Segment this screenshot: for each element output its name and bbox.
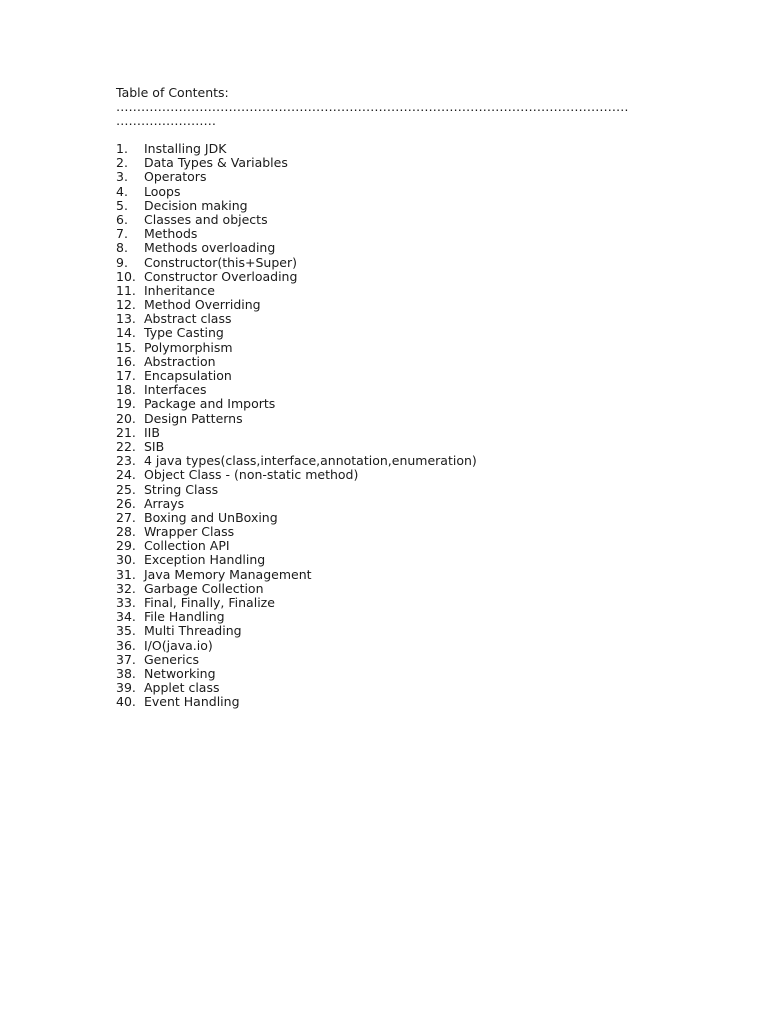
toc-item-label: String Class (144, 481, 219, 497)
toc-item (116, 284, 676, 298)
toc-item-label: SIB (144, 438, 165, 454)
toc-list (116, 142, 676, 710)
toc-item (116, 568, 676, 582)
toc-item-number: 2. (116, 155, 128, 171)
toc-item (116, 142, 676, 156)
toc-item-label: Collection API (144, 538, 230, 554)
toc-item-label: Generics (144, 651, 199, 667)
dotted-separator-continuation: …………………… (116, 114, 216, 128)
toc-item-label: Applet class (144, 680, 220, 696)
toc-item (116, 412, 676, 426)
toc-item (116, 539, 676, 553)
toc-item-label: Type Casting (144, 325, 224, 341)
toc-item (116, 511, 676, 525)
toc-item-number: 8. (116, 240, 128, 256)
toc-item (116, 170, 676, 184)
toc-item (116, 483, 676, 497)
toc-item-number: 12. (116, 297, 136, 313)
toc-item-number: 27. (116, 509, 136, 525)
toc-item (116, 681, 676, 695)
toc-item (116, 497, 676, 511)
toc-item-label: File Handling (144, 609, 225, 625)
toc-item-label: Boxing and UnBoxing (144, 509, 278, 525)
toc-item (116, 667, 676, 681)
toc-item-label: Object Class - (non-static method) (144, 467, 359, 483)
toc-item (116, 624, 676, 638)
toc-item-label: Polymorphism (144, 339, 233, 355)
toc-item-number: 25. (116, 481, 136, 497)
toc-item-label: Exception Handling (144, 552, 266, 568)
toc-item (116, 270, 676, 284)
toc-item (116, 369, 676, 383)
toc-item-number: 20. (116, 410, 136, 426)
toc-title: Table of Contents: (116, 85, 229, 100)
toc-item-label: 4 java types(class,interface,annotation,enumeration) (144, 453, 477, 469)
toc-item (116, 355, 676, 369)
toc-item-number: 21. (116, 424, 136, 440)
toc-item-number: 35. (116, 623, 136, 639)
toc-item-number: 3. (116, 169, 128, 185)
document-page (116, 85, 676, 710)
toc-item (116, 639, 676, 653)
toc-item-number: 40. (116, 694, 136, 710)
toc-item-label: Methods (144, 226, 198, 242)
toc-item-label: Package and Imports (144, 396, 276, 412)
toc-item-number: 18. (116, 382, 136, 398)
toc-item-number: 32. (116, 580, 136, 596)
toc-item-number: 24. (116, 467, 136, 483)
toc-item (116, 440, 676, 454)
toc-item-number: 23. (116, 453, 136, 469)
toc-item-number: 7. (116, 226, 128, 242)
toc-item-number: 22. (116, 438, 136, 454)
toc-item-label: Final, Finally, Finalize (144, 595, 275, 610)
toc-item (116, 156, 676, 170)
toc-item (116, 653, 676, 667)
toc-item-number: 28. (116, 524, 136, 540)
toc-item-number: 26. (116, 495, 136, 511)
toc-item (116, 525, 676, 539)
toc-item (116, 185, 676, 199)
toc-item (116, 383, 676, 397)
toc-item (116, 426, 676, 440)
toc-item-label: Java Memory Management (144, 566, 312, 582)
toc-item-label: Interfaces (144, 382, 207, 398)
toc-item-number: 16. (116, 353, 136, 369)
toc-item-label: Classes and objects (144, 211, 268, 227)
toc-item-label: Inheritance (144, 282, 215, 298)
toc-item-number: 6. (116, 211, 128, 227)
toc-item-label: Networking (144, 665, 216, 681)
toc-item (116, 596, 676, 610)
toc-item-label: Method Overriding (144, 297, 261, 313)
toc-item-label: Wrapper Class (144, 524, 235, 540)
toc-item (116, 213, 676, 227)
toc-item-label: Event Handling (144, 694, 240, 710)
toc-item (116, 454, 676, 468)
toc-item (116, 227, 676, 241)
toc-item-label: Abstraction (144, 353, 216, 369)
toc-item-number: 38. (116, 665, 136, 681)
toc-item-label: Constructor Overloading (144, 268, 298, 284)
toc-item-number: 13. (116, 311, 136, 327)
toc-item-label: Constructor(this+Super) (144, 254, 297, 270)
toc-item-number: 19. (116, 396, 136, 412)
toc-item (116, 326, 676, 340)
toc-item-label: Multi Threading (144, 623, 242, 639)
toc-item-label: Decision making (144, 197, 248, 213)
toc-item (116, 610, 676, 624)
toc-item-label: IIB (144, 424, 160, 440)
toc-item (116, 312, 676, 326)
toc-item (116, 695, 676, 709)
toc-item-number: 30. (116, 552, 136, 568)
toc-item-label: Garbage Collection (144, 580, 264, 596)
toc-item-label: Loops (144, 183, 181, 199)
toc-item-number: 15. (116, 339, 136, 355)
toc-item-label: Abstract class (144, 311, 232, 327)
toc-item-number: 31. (116, 566, 136, 582)
toc-item-label: I/O(java.io) (144, 637, 213, 653)
toc-item (116, 397, 676, 411)
toc-item-label: Methods overloading (144, 240, 276, 256)
toc-item-number: 17. (116, 368, 136, 383)
toc-item-number: 9. (116, 254, 128, 270)
toc-item-label: Installing JDK (144, 141, 227, 156)
toc-item-label: Design Patterns (144, 410, 243, 426)
toc-item-number: 1. (116, 141, 128, 156)
toc-item (116, 582, 676, 596)
toc-item-number: 11. (116, 282, 136, 298)
toc-item (116, 199, 676, 213)
toc-item-label: Data Types & Variables (144, 155, 288, 171)
toc-item-number: 14. (116, 325, 136, 341)
toc-item-number: 10. (116, 268, 136, 284)
toc-item-number: 5. (116, 197, 128, 213)
toc-item-label: Operators (144, 169, 207, 185)
toc-item-number: 34. (116, 609, 136, 625)
toc-item (116, 468, 676, 482)
toc-item-number: 37. (116, 651, 136, 667)
toc-item (116, 241, 676, 255)
toc-item-label: Arrays (144, 495, 185, 511)
dotted-separator: …………………………………………………………………………………………………………… (116, 100, 629, 114)
toc-item-number: 29. (116, 538, 136, 554)
toc-item (116, 298, 676, 312)
toc-item (116, 341, 676, 355)
toc-item-number: 36. (116, 637, 136, 653)
toc-item-number: 4. (116, 183, 128, 199)
toc-item-number: 39. (116, 680, 136, 696)
toc-item (116, 256, 676, 270)
toc-item-label: Encapsulation (144, 368, 232, 383)
toc-item (116, 553, 676, 567)
toc-item-number: 33. (116, 595, 136, 610)
